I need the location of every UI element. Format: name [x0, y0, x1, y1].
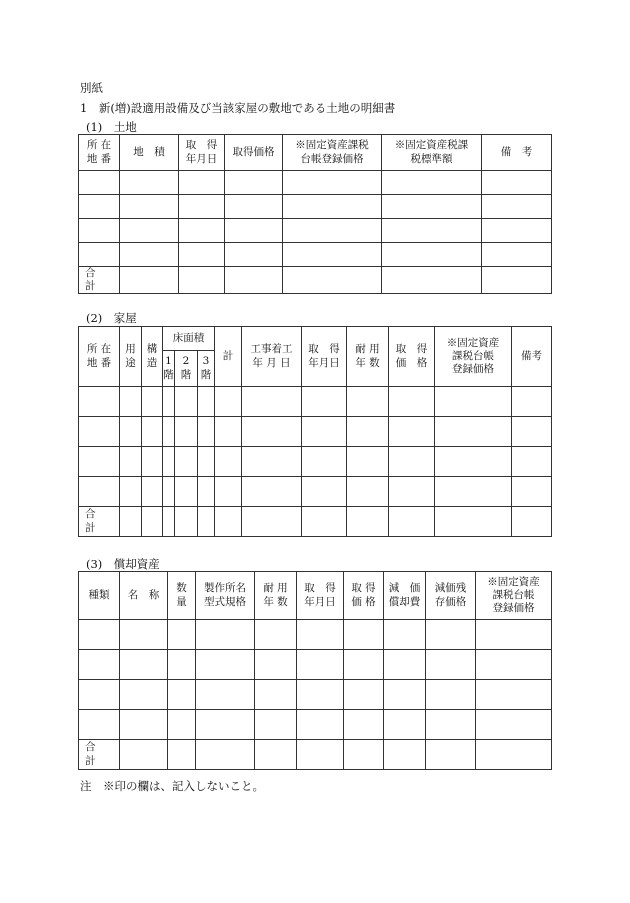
header-depreciation: 減 価 償却費: [384, 572, 426, 620]
header-acquisition-date: 取 得 年月日: [179, 135, 225, 171]
header-location: 所 在 地 番: [79, 327, 120, 387]
header-tax-base: ※固定資産税課 税標準額: [382, 135, 482, 171]
table-row: [79, 447, 552, 477]
section1-heading: (1) 土地: [86, 120, 137, 134]
building-header-row-1: [79, 327, 552, 351]
header-floor-1: 1 階: [163, 351, 175, 387]
table-row: [79, 195, 552, 219]
header-assessed-value: ※固定資産課税 台帳登録価格: [283, 135, 382, 171]
header-structure: 構 造: [142, 327, 163, 387]
table-row: [79, 710, 552, 740]
total-row: [79, 507, 552, 537]
land-table: [78, 134, 552, 294]
total-row: [79, 740, 552, 770]
header-acquisition-date: 取 得 年月日: [297, 572, 344, 620]
header-quantity: 数 量: [168, 572, 196, 620]
table-row: [79, 171, 552, 195]
header-floor-2: 2 階: [175, 351, 198, 387]
header-manufacturer-model: 製作所名 型式規格: [196, 572, 255, 620]
header-residual-value: 減価残 存価格: [426, 572, 476, 620]
header-sum: 計: [215, 327, 242, 387]
total-row: [79, 267, 552, 294]
total-label: 合 計: [79, 740, 120, 770]
header-remarks: 備 考: [482, 135, 552, 171]
table-row: [79, 680, 552, 710]
table-row: [79, 650, 552, 680]
assets-header-row: [79, 572, 552, 620]
header-floor-area: 床面積: [163, 327, 215, 351]
header-assessed-value: ※固定資産 課税台帳 登録価格: [435, 327, 512, 387]
total-label: 合 計: [79, 267, 120, 294]
depreciable-assets-table: [78, 571, 552, 770]
header-acquisition-price: 取 得 価 格: [344, 572, 384, 620]
table-row: [79, 477, 552, 507]
building-table: [78, 326, 552, 537]
total-label: 合 計: [79, 507, 120, 537]
header-type: 種類: [79, 572, 120, 620]
header-remarks: 備考: [512, 327, 552, 387]
header-floor-3: 3 階: [198, 351, 215, 387]
footnote: 注 ※印の欄は、記入しないこと。: [80, 779, 264, 793]
header-acquisition-price: 取得価格: [225, 135, 283, 171]
header-use: 用 途: [120, 327, 142, 387]
header-location: 所 在 地 番: [79, 135, 120, 171]
section3-heading: (3) 償却資産: [86, 557, 160, 571]
document-title: 1 新(増)設適用設備及び当該家屋の敷地である土地の明細書: [80, 101, 396, 115]
header-useful-life: 耐 用 年 数: [347, 327, 389, 387]
header-acquisition-date: 取 得 年月日: [302, 327, 347, 387]
header-name: 名 称: [120, 572, 168, 620]
table-row: [79, 417, 552, 447]
land-header-row: [79, 135, 552, 171]
header-useful-life: 耐 用 年 数: [255, 572, 297, 620]
header-area: 地 積: [120, 135, 179, 171]
header-acquisition-price: 取 得 価 格: [389, 327, 435, 387]
table-row: [79, 219, 552, 243]
table-row: [79, 387, 552, 417]
section2-heading: (2) 家屋: [86, 311, 137, 325]
header-construction-date: 工事着工 年 月 日: [242, 327, 302, 387]
table-row: [79, 620, 552, 650]
table-row: [79, 243, 552, 267]
appendix-label: 別紙: [80, 81, 103, 95]
header-assessed-value: ※固定資産 課税台帳 登録価格: [476, 572, 552, 620]
